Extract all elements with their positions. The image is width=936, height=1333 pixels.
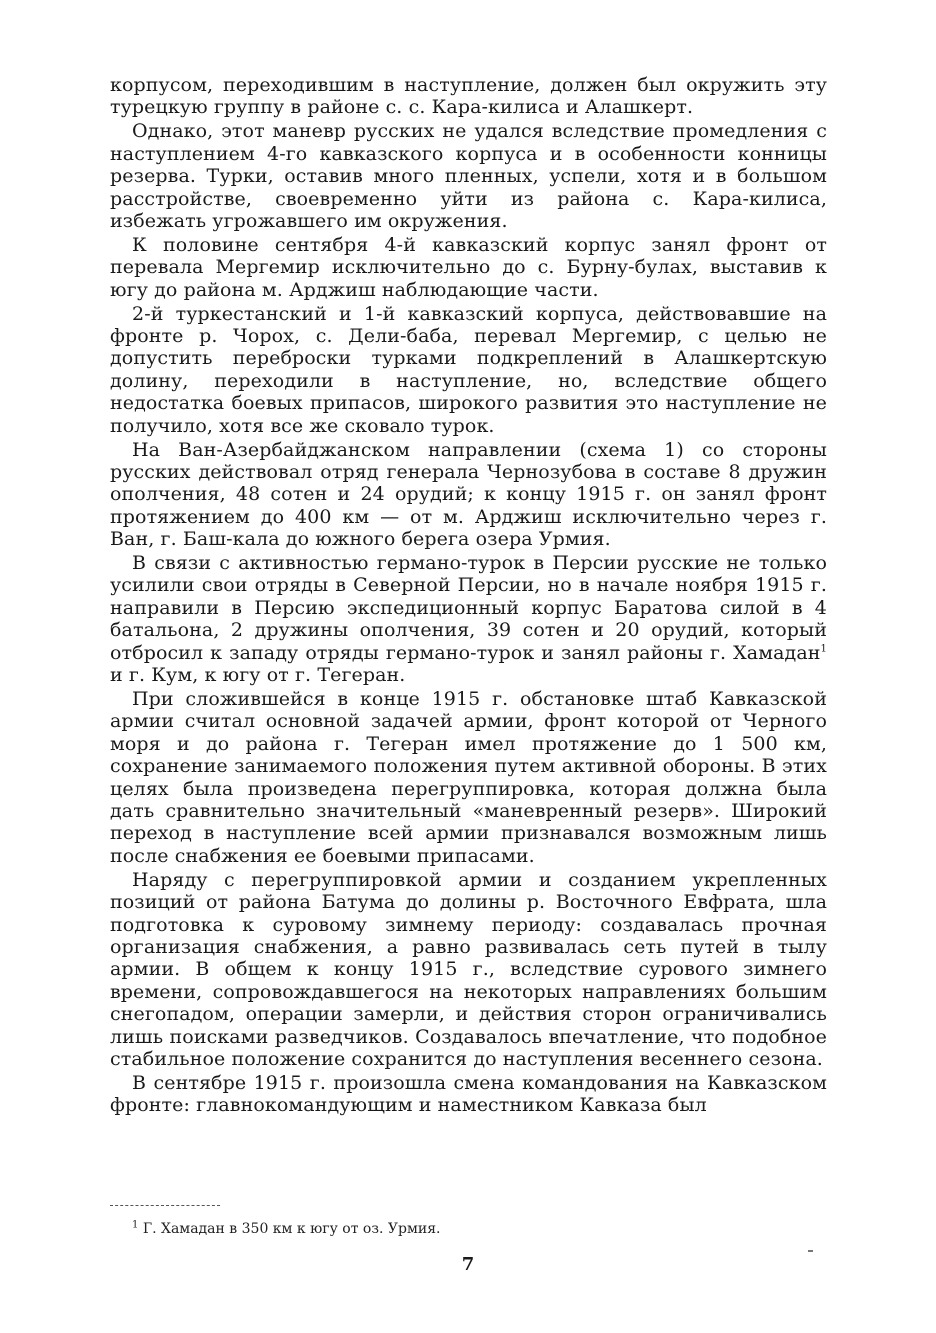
- footnote-text: Г. Хамадан в 350 км к югу от оз. Урмия.: [142, 1221, 441, 1237]
- paragraph-3: К половине сентября 4-й кавказский корпус занял фронт от перевала Мергемир исключительно до с. Бурну-булах, выставив к югу до района м. Арджиш наблюдающие части.: [110, 233, 827, 301]
- paragraph-5: На Ван-Азербайджанском направлении (схема 1) со стороны русских действовал отряд генерала Чернозубова в составе 8 дружин ополчения, 48 сотен и 24 орудий; к концу 1915 г. он занял фронт протяжением до 400 км — от м. Арджиш исключительно через г. Ван, г. Баш-кала до южного берега озера Урмия.: [110, 438, 827, 551]
- paragraph-9: В сентябре 1915 г. произошла смена командования на Кавказском фронте: главнокомандующим и наместником Кавказа был: [110, 1071, 827, 1117]
- footnote-mark: 1: [132, 1219, 139, 1231]
- footnote-reference[interactable]: 1: [820, 643, 827, 655]
- footnote: [132, 1220, 440, 1238]
- paragraph-8: Наряду с перегруппировкой армии и созданием укрепленных позиций от района Батума до долины р. Восточного Евфрата, шла подготовка к суровому зимнему периоду: создавалась прочная организация снабжения, а равно развивалась сеть путей в тылу армии. В общем к концу 1915 г., вследствие сурового зимнего времени, сопровождавшегося на некоторых направлениях большим снегопадом, операции замерли, и действия сторон ограничивались лишь поисками разведчиков. Создавалось впечатление, что подобное стабильное положение сохранится до наступления весеннего сезона.: [110, 868, 827, 1070]
- main-text: [110, 74, 827, 1118]
- page-number: 7: [461, 1254, 475, 1275]
- paragraph-1: корпусом, переходившим в наступление, должен был окружить эту турецкую группу в районе с. с. Кара-килиса и Алашкерт.: [110, 74, 827, 119]
- paragraph-4: 2-й туркестанский и 1-й кавказский корпуса, действовавшие на фронте р. Чорох, с. Дели-баба, перевал Мергемир, с целью не допустить переброски турками подкреплений в Алашкертскую долину, переходили в наступление, но, вследствие общего недостатка боевых припасов, широкого развития это наступление не получило, хотя все же сковало турок.: [110, 302, 827, 437]
- footnote-divider: [110, 1205, 220, 1206]
- paragraph-2: Однако, этот маневр русских не удался вследствие промедления с наступлением 4-го кавказского корпуса и в особенности конницы резерва. Турки, оставив много пленных, успели, хотя и в большом расстройстве, своевременно уйти из района с. Кара-килиса, избежать угрожавшего им окружения.: [110, 120, 827, 232]
- paragraph-6: [110, 552, 827, 686]
- paragraph-7: При сложившейся в конце 1915 г. обстановке штаб Кавказской армии считал основной задачей армии, фронт которой от Черного моря и до района г. Тегеран имел протяжение до 1 500 км, сохранение занимаемого положения путем активной обороны. В этих целях была произведена перегруппировка, которая должна была дать сравнительно значительный «маневренный резерв». Широкий переход в наступление всей армии признавался возможным лишь после снабжения ее боевыми припасами.: [110, 687, 827, 867]
- print-mark: [808, 1250, 813, 1252]
- paragraph-6-text-before: В связи с активностью германо-турок в Персии русские не только усилили свои отряды в Северной Персии, но в начале ноября 1915 г. направили в Персию экспедиционный корпус Баратова силой в 4 батальона, 2 дружины ополчения, 39 сотен и 20 орудий, который отбросил к западу отряды германо-турок и занял районы г. Хамадан: [110, 552, 827, 664]
- paragraph-6-text-after: и г. Кум, к югу от г. Тегеран.: [110, 664, 406, 687]
